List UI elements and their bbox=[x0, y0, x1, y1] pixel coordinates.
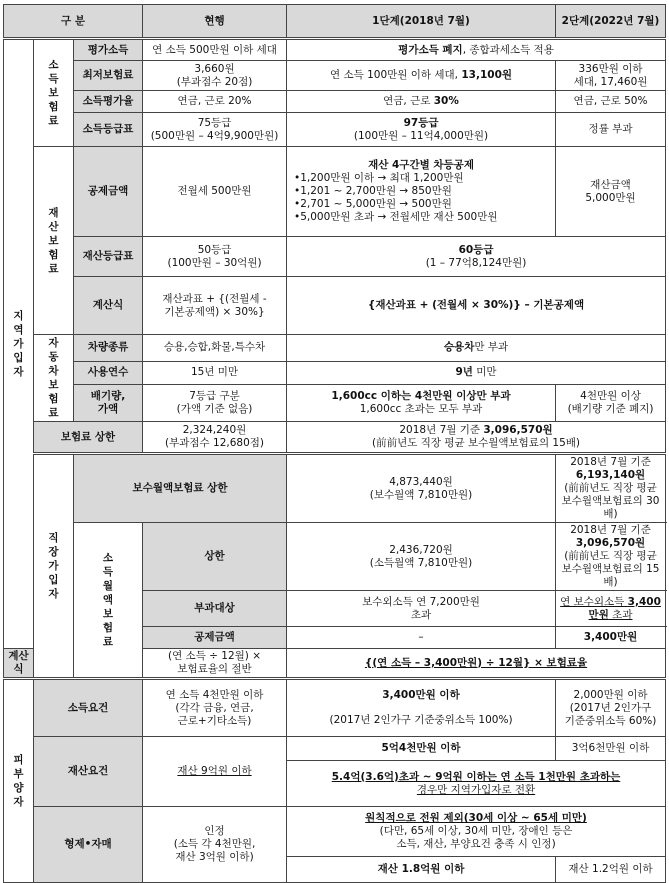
cell-stage2: 2,000만원 이하 (2017년 2인가구 기준중위소득 60%) bbox=[556, 679, 666, 737]
cell-stage1: 5억4천만원 이하 bbox=[287, 737, 556, 761]
cell-current: 연 소득 4천만원 이하 (각각 금융, 연금, 근로+기타소득) bbox=[143, 679, 287, 737]
cell-stage1: 2018년 7월 기준 3,096,570원 (前前년도 직장 평균 보수월액보험료의 15배) bbox=[287, 422, 666, 454]
row-label: 최저보험료 bbox=[74, 61, 143, 91]
cell-current: 3,660원 (부과점수 20점) bbox=[143, 61, 287, 91]
cell-stage1: 승용차만 부과 bbox=[287, 335, 666, 362]
cell-stage1: 연금, 근로 30% bbox=[287, 91, 556, 113]
income-monthly-group-label: 소 득 월 액 보 험 료 bbox=[74, 523, 143, 679]
workplace-label: 직 장 가 입 자 bbox=[34, 454, 74, 679]
cell-current: 2,324,240원 (부과점수 12,680점) bbox=[143, 422, 287, 454]
row-label: 부과대상 bbox=[143, 591, 287, 627]
cell-stage1: 1,600cc 이하는 4천만원 이상만 부과 1,600cc 초과는 모두 부과 bbox=[287, 384, 556, 421]
row-label: 소득요건 bbox=[34, 679, 143, 737]
row-label: 보수월액보험료 상한 bbox=[74, 454, 287, 523]
cell-stage2: 정률 부과 bbox=[556, 113, 666, 147]
row-label: 재산등급표 bbox=[74, 237, 143, 277]
cell-stage1: 재산 1.8억원 이하 bbox=[287, 857, 556, 883]
cell-stage1: 3,400만원 bbox=[556, 627, 666, 649]
header-stage1: 1단계(2018년 7월) bbox=[287, 5, 556, 39]
row-label: 소득등급표 bbox=[74, 113, 143, 147]
cell-current: – bbox=[287, 627, 556, 649]
row-label: 형제•자매 bbox=[34, 807, 143, 883]
cell-stage1: 연 보수외소득 3,400만원 초과 bbox=[556, 591, 666, 627]
row-label: 평가소득 bbox=[74, 39, 143, 61]
cell-stage1: 2018년 7월 기준 6,193,140원 (前前년도 직장 평균 보수월액보험료의 30배) bbox=[556, 454, 666, 523]
row-label: 배기량, 가액 bbox=[74, 384, 143, 421]
cell-current: 4,873,440원 (보수월액 7,810만원) bbox=[287, 454, 556, 523]
cell-stage1: {(연 소득 – 3,400만원) ÷ 12월} × 보험료율 bbox=[287, 649, 666, 679]
cell-stage1: 평가소득 폐지, 종합과세소득 적용 bbox=[287, 39, 666, 61]
cell-current: 재산과표 + {(전월세 - 기본공제액) × 30%} bbox=[143, 277, 287, 335]
row-label: 차량종류 bbox=[74, 335, 143, 362]
cell-current: 승용,승합,화물,특수차 bbox=[143, 335, 287, 362]
cell-current: 재산 9억원 이하 bbox=[143, 737, 287, 807]
cell-stage2: 재산 1.2억원 이하 bbox=[556, 857, 666, 883]
header-stage2: 2단계(2022년 7월) bbox=[556, 5, 666, 39]
row-label: 상한 bbox=[143, 523, 287, 591]
cell-current: 50등급 (100만원 – 30억원) bbox=[143, 237, 287, 277]
cell-stage1: 재산 4구간별 차등공제 •1,200만원 이하 → 최대 1,200만원 •1,201 ~ 2,700만원 → 850만원 •2,701 ~ 5,000만원 → 500만원 •5,000만원 초과 → 전월세만 재산 500만원 bbox=[287, 147, 556, 237]
header-category: 구 분 bbox=[4, 5, 143, 39]
cell-stage1: 60등급 (1 – 77억8,124만원) bbox=[287, 237, 666, 277]
dependents-label: 피 부 양 자 bbox=[4, 679, 34, 883]
row-label: 계산식 bbox=[4, 649, 34, 679]
cell-stage2: 3억6천만원 이하 bbox=[556, 737, 666, 761]
regional-label: 지 역 가 입 자 bbox=[4, 39, 34, 649]
row-label: 보험료 상한 bbox=[34, 422, 143, 454]
cell-stage1: 9년 미만 bbox=[287, 361, 666, 384]
cell-stage1: 97등급 (100만원 – 11억4,000만원) bbox=[287, 113, 556, 147]
header-current: 현행 bbox=[143, 5, 287, 39]
cell-current: 7등급 구분 (가액 기준 없음) bbox=[143, 384, 287, 421]
cell-stage2: 재산금액 5,000만원 bbox=[556, 147, 666, 237]
row-label: 공제금액 bbox=[143, 627, 287, 649]
cell-stage1: 5.4억(3.6억)초과 ~ 9억원 이하는 연 소득 1천만원 초과하는 경우만 지역가입자로 전환 bbox=[287, 761, 666, 807]
cell-current: 2,436,720원 (소득월액 7,810만원) bbox=[287, 523, 556, 591]
cell-stage1: 2018년 7월 기준 3,096,570원 (前前년도 직장 평균 보수월액보험료의 15배) bbox=[556, 523, 666, 591]
cell-stage1: 3,400만원 이하 (2017년 2인가구 기준중위소득 100%) bbox=[287, 679, 556, 737]
cell-current: 전월세 500만원 bbox=[143, 147, 287, 237]
cell-stage1: 원칙적으로 전원 제외(30세 이상 ~ 65세 미만) (다만, 65세 이상, 30세 미만, 장애인 등은 소득, 재산, 부양요건 충족 시 인정) bbox=[287, 807, 666, 857]
income-group-label: 소 득 보 험 료 bbox=[34, 39, 74, 147]
property-group-label: 재 산 보 험 료 bbox=[34, 147, 74, 335]
car-group-label: 자 동 차 보 험 료 bbox=[34, 335, 74, 422]
row-label: 계산식 bbox=[74, 277, 143, 335]
row-label: 공제금액 bbox=[74, 147, 143, 237]
row-label: 소득평가율 bbox=[74, 91, 143, 113]
row-label: 사용연수 bbox=[74, 361, 143, 384]
comparison-table bbox=[3, 4, 666, 883]
cell-current: 연 소득 500만원 이하 세대 bbox=[143, 39, 287, 61]
cell-stage2: 336만원 이하 세대, 17,460원 bbox=[556, 61, 666, 91]
cell-current: 75등급 (500만원 – 4억9,900만원) bbox=[143, 113, 287, 147]
cell-stage2: 연금, 근로 50% bbox=[556, 91, 666, 113]
cell-current: 연금, 근로 20% bbox=[143, 91, 287, 113]
cell-stage2: 4천만원 이상 (배기량 기준 폐지) bbox=[556, 384, 666, 421]
cell-current: (연 소득 ÷ 12월) × 보험료율의 절반 bbox=[143, 649, 287, 679]
cell-current: 인정 (소득 각 4천만원, 재산 3억원 이하) bbox=[143, 807, 287, 883]
cell-stage1: 연 소득 100만원 이하 세대, 13,100원 bbox=[287, 61, 556, 91]
cell-stage1: {재산과표 + (전월세 × 30%)} – 기본공제액 bbox=[287, 277, 666, 335]
cell-current: 15년 미만 bbox=[143, 361, 287, 384]
row-label: 재산요건 bbox=[34, 737, 143, 807]
cell-current: 보수외소득 연 7,200만원 초과 bbox=[287, 591, 556, 627]
